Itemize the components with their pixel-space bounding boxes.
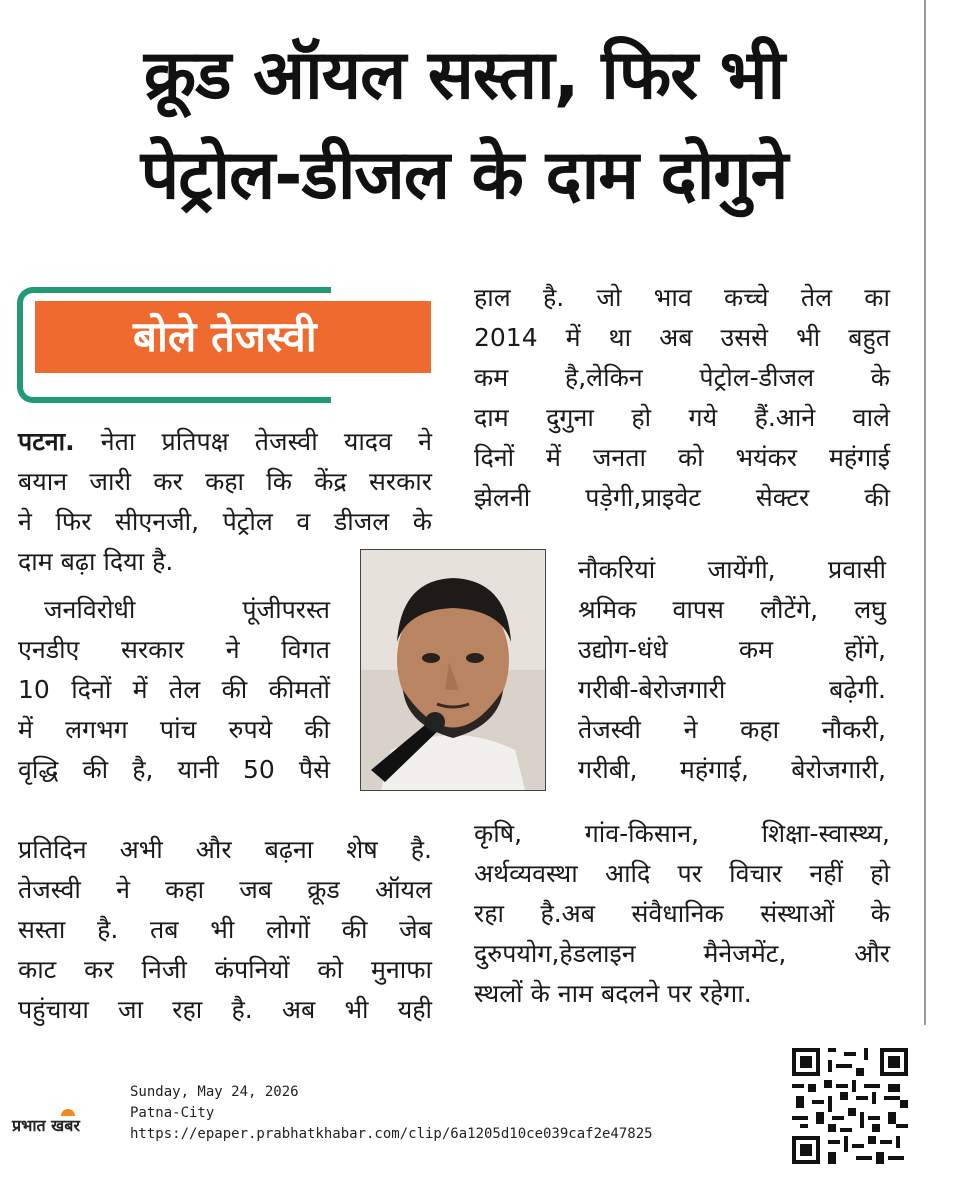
footer-date: Sunday, May 24, 2026: [130, 1084, 299, 1100]
article-right-top: [474, 278, 890, 518]
headline: [14, 26, 914, 226]
article-line: वृद्धि की है, यानी 50 पैसे: [18, 755, 330, 784]
article-left-mid: [18, 590, 330, 790]
article-line: प्रतिदिन अभी और बढ़ना शेष है.: [18, 835, 432, 864]
article-line: गरीबी, महंगाई, बेरोजगारी,: [578, 755, 886, 784]
qr-code-icon: [792, 1048, 908, 1164]
article-line: तेजस्वी ने कहा जब क्रूड ऑयल: [18, 875, 432, 904]
headline-line-2: पेट्रोल-डीजल के दाम दोगुने: [140, 136, 788, 215]
dateline: पटना.: [18, 427, 75, 456]
article-line: हाल है. जो भाव कच्चे तेल का: [474, 283, 890, 312]
publisher-logo: [12, 1110, 116, 1138]
clip-footer: [130, 1082, 653, 1145]
article-line: दाम दुगुना हो गये हैं.आने वाले: [474, 403, 890, 432]
article-left-bottom: [18, 830, 432, 1030]
article-line: एनडीए सरकार ने विगत: [18, 635, 330, 664]
article-line: कम है,लेकिन पेट्रोल-डीजल के: [474, 363, 890, 392]
article-line: स्थलों के नाम बदलने पर रहेगा.: [474, 979, 752, 1008]
portrait-photo: [360, 549, 546, 791]
article-line: दिनों में जनता को भयंकर महंगाई: [474, 443, 890, 472]
article-line: जनविरोधी पूंजीपरस्त: [44, 595, 330, 624]
article-line: नेता प्रतिपक्ष तेजस्वी यादव ने: [74, 427, 432, 456]
article-line: 2014 में था अब उससे भी बहुत: [474, 323, 890, 352]
footer-edition: Patna-City: [130, 1105, 215, 1121]
article-line: में लगभग पांच रुपये की: [18, 715, 330, 744]
article-line: नौकरियां जायेंगी, प्रवासी: [578, 555, 886, 584]
article-right-bottom: [474, 814, 890, 1014]
article-right-mid: [578, 550, 886, 790]
article-line: अर्थव्यवस्था आदि पर विचार नहीं हो: [474, 859, 890, 888]
article-line: श्रमिक वापस लौटेंगे, लघु: [578, 595, 886, 624]
article-line: 10 दिनों में तेल की कीमतों: [18, 675, 330, 704]
article-line: दाम बढ़ा दिया है.: [18, 547, 174, 576]
article-line: गरीबी-बेरोजगारी बढ़ेगी.: [578, 675, 886, 704]
article-line: दुरुपयोग,हेडलाइन मैनेजमेंट, और: [474, 939, 890, 968]
article-line: कृषि, गांव-किसान, शिक्षा-स्वास्थ्य,: [474, 819, 890, 848]
article-line: पहुंचाया जा रहा है. अब भी यही: [18, 995, 432, 1024]
article-line: तेजस्वी ने कहा नौकरी,: [578, 715, 886, 744]
article-line: बयान जारी कर कहा कि केंद्र सरकार: [18, 467, 432, 496]
article-line: ने फिर सीएनजी, पेट्रोल व डीजल के: [18, 507, 432, 536]
badge-fill: [35, 301, 431, 373]
article-line: झेलनी पड़ेगी,प्राइवेट सेक्टर की: [474, 483, 890, 512]
column-rule: [924, 0, 926, 1025]
section-badge: [17, 287, 431, 397]
headline-line-1: क्रूड ऑयल सस्ता, फिर भी: [143, 36, 785, 115]
badge-label: बोले तेजस्वी: [133, 312, 317, 361]
article-line: रहा है.अब संवैधानिक संस्थाओं के: [474, 899, 890, 928]
article-line: उद्योग-धंधे कम होंगे,: [578, 635, 886, 664]
article-line: काट कर निजी कंपनियों को मुनाफा: [18, 955, 432, 984]
footer-url[interactable]: https://epaper.prabhatkhabar.com/clip/6a1205d10ce039caf2e47825: [130, 1126, 653, 1142]
portrait-photo-icon: [361, 550, 545, 790]
article-line: सस्ता है. तब भी लोगों की जेब: [18, 915, 432, 944]
logo-text: प्रभात खबर: [12, 1116, 80, 1135]
